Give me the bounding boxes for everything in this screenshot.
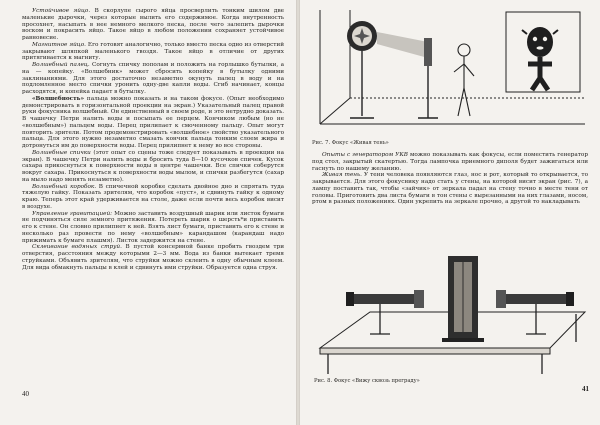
paragraph bbox=[22, 42, 284, 62]
figure-8-illustration bbox=[310, 250, 590, 378]
right-page-number: 41 bbox=[582, 385, 589, 393]
figure-8-caption: Рис. 8. Фокус «Вижу сквозь преграду» bbox=[314, 378, 420, 384]
paragraph bbox=[22, 211, 284, 245]
paragraph-heading: Склеивание водяных струй. bbox=[32, 244, 122, 251]
right-text-column bbox=[312, 152, 588, 206]
figure-7-caption: Рис. 7. Фокус «Живая тень» bbox=[312, 140, 389, 146]
paragraph-text: Можно заставить воздушный шарик или листок бумаги не подчиняться силе земного притяжения. Потереть шарик о шерсть*и приставить его к стене. Он словно прилипнет к ней. Взять лист бумаги, приставить его к стене и несколько раз провести по нему «волшебным» карандашом (карандаш надо прижимать к бумаге плашмя). Листок задержится на стене. bbox=[22, 210, 285, 244]
paragraph-heading: Волшебный коробок. bbox=[32, 183, 97, 190]
paragraph-text: можно показывать как фокусы, если поместить генератор под стол, закрытый скатертью. Тогда лампочка приемного диполя будет зажигаться или гаснуть по нашему желанию. bbox=[312, 152, 588, 172]
paragraph bbox=[22, 150, 284, 184]
paragraph-text: В пустой консервной банке пробить гвоздем три отверстия, расстояния между которыми 2—3 мм. Вода из банки вытекает тремя струйками. Объявить зрителям, что струйки можно склеить в одну обычным клеем. Для вида обмакнуть пальцы в клей и сдвинуть ими струйки. Образуется одна струя. bbox=[22, 244, 284, 271]
paragraph-text: пальца можно показать и на таком фокусе. (Опыт необходимо демонстрировать в горизонтальной проекции на экран.) Указательный палец правой руки фокусника волшебный. Он единственный в своем роде, и это нетрудно доказать. В чашечку Петри налить воды и посыпать ее перцем. Кончиком любым (но не «волшебным») пальцем воды. Перец прилипает к смоченному пальцу. Опыт могут повторить зрители. Потом продемонстрировать «волшебное» свойство указательного пальца. Для этого нужно незаметно смазать кончик пальца тонким слоем жира и дотронуться им до поверхности воды. Перец прилипнет к нему во все стороны. bbox=[22, 95, 284, 149]
paragraph-text: В скорлупе сырого яйца просверлить тонким шилом две маленькие дырочки, через которые вылить его содержимое. Когда внутренность просохнет, насыпать в нее немного мелкого песка, после чего залепить дырочки воском и покрасить яйцо. Такое яйцо в любом положении сохраняет устойчивое равновесие. bbox=[22, 8, 285, 41]
paragraph bbox=[22, 62, 284, 96]
paragraph-heading: Магнитное яйцо. bbox=[32, 41, 86, 48]
left-page-number: 40 bbox=[22, 390, 29, 398]
magician-figure-icon bbox=[454, 44, 474, 116]
paragraph-heading: Живая тень. bbox=[322, 172, 362, 179]
paragraph-term: «Волшебность» bbox=[32, 95, 85, 102]
paragraph bbox=[312, 172, 588, 206]
paragraph-text: У тени человека появляются глаз, нос и рот, который то открывается, то закрывается. Для этого фокуснику надо стать у стены, на которой висит экран (рис. 7), а лампу поставить так, чтобы «зайчик» от зеркала падал на стену точно в месте тени от головы. Приготовить два листа бумаги в тон стены с вырезанными на них глазами, носом, ртом в разных положениях. Один укрепить на зеркале прочно, а другой то накладывать bbox=[312, 172, 588, 206]
paragraph-heading: Устойчивое яйцо. bbox=[32, 8, 91, 14]
paragraph-text: Согнуть спичку пополам и положить на горлышко бутылки, а на — копейку. «Волшебник» может сбросить копейку в бутылку одними заклинаниями. Для этого достаточно незаметно окунуть палец в воду и на подломленное место спички уронить одну-две капли воды. Сгиб начинает, концы расходятся, и копейка падает в бутылку. bbox=[22, 62, 284, 95]
paragraph-text: В спичечной коробке сделать двойное дно и спрятать туда тяжелую гайку. Показать зрителям, что коробок «пуст», и сдвинуть гайку к одному краю. Теперь этот край удерживается на столе, даже если почти весь коробок висит в воздухе. bbox=[22, 183, 284, 210]
paragraph bbox=[312, 152, 588, 172]
paragraph bbox=[22, 184, 284, 211]
paragraph-heading: Волшебный палец. bbox=[32, 62, 90, 68]
paragraph-heading: Управление гравитацией: bbox=[32, 210, 113, 217]
paragraph-heading: Опыты с генератором УКВ bbox=[322, 152, 408, 158]
paragraph-heading: Волшебные спички bbox=[32, 149, 91, 156]
left-text-column bbox=[22, 8, 284, 271]
figure-8-see-through-barrier bbox=[310, 250, 590, 378]
paragraph-text: (этот опыт со сцены тоже следует показывать в проекции на экран). В чашечку Петри налить воды и бросить туда 8—10 кусочков спичек. Кусок сахара прикоснуться к поверхности воды в центре чашечки. Все спички соберутся вокруг сахара. Прикоснуться к поверхности воды мылом, и спички разбегутся (сахар на мыло надо менять незаметно). bbox=[22, 149, 284, 183]
figure-7-illustration bbox=[310, 6, 590, 138]
barrier-board-icon bbox=[442, 256, 484, 342]
right-page bbox=[300, 0, 600, 425]
paragraph-text: Его готовят аналогично, только вместо песка одно из отверстий закрывают шляпкой маленького гвоздя. Такое яйцо в отличие от других притягивается к магниту. bbox=[22, 41, 285, 62]
figure-7-living-shadow bbox=[310, 6, 590, 138]
paragraph bbox=[22, 8, 284, 42]
paragraph bbox=[22, 244, 284, 271]
paragraph bbox=[22, 96, 284, 150]
left-page bbox=[0, 0, 296, 425]
lamp-icon bbox=[347, 21, 377, 118]
